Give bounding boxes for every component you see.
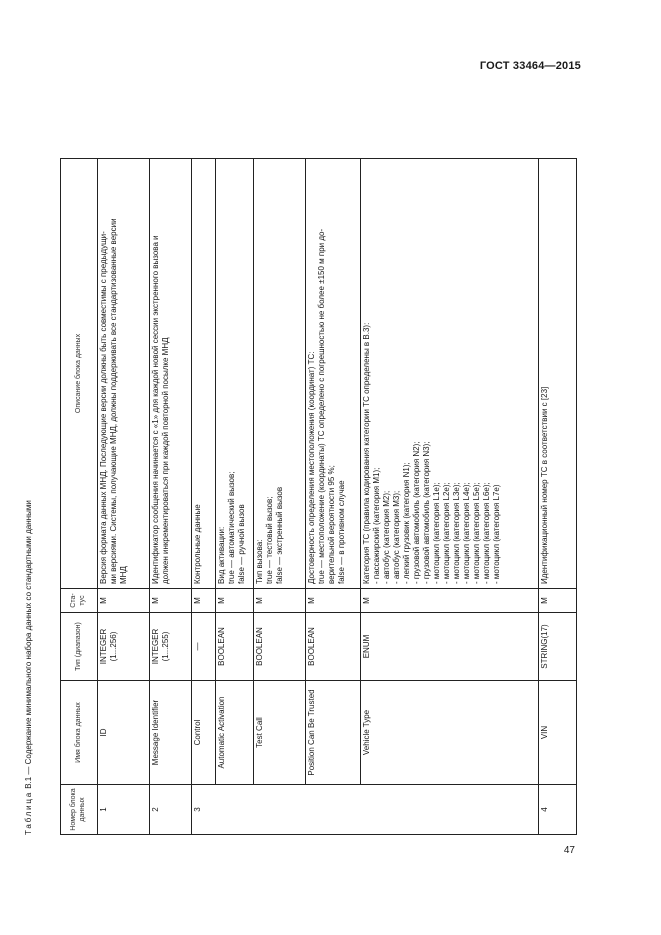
row-status: M (361, 589, 539, 613)
desc-line: ми версиями. Системы, получающие МНД, должны поддерживать все стандартизованные версии (109, 218, 118, 584)
desc-line: Достоверность определения местоположения (координат) ТС: (307, 351, 316, 584)
desc-line: Категория ТС (правила кодирования категории ТС определены в В.3): (362, 322, 371, 584)
row-type (306, 613, 361, 681)
desc-line: Контрольные данные (193, 504, 202, 584)
document-standard-number: ГОСТ 33464—2015 (479, 60, 581, 72)
type-line: ENUM (362, 634, 371, 659)
row-status: M (539, 589, 577, 613)
row-name: Message Identifier (150, 681, 192, 785)
table-row (192, 159, 216, 835)
row-type (150, 613, 192, 681)
row-type (254, 613, 306, 681)
desc-line: false — экстренный вызов (275, 486, 284, 584)
desc-line: true — местоположение (координаты) ТС определено с погрешностью не более ±150 м при до- (317, 228, 326, 584)
row-description (254, 159, 306, 589)
row-description (150, 159, 192, 589)
type-dash: — (193, 642, 202, 651)
header-description: Описание блока данных (61, 159, 98, 589)
row-status: M (150, 589, 192, 613)
table-row (150, 159, 192, 835)
row-number-empty (306, 785, 361, 835)
row-type (539, 613, 577, 681)
desc-line: - грузовой автомобиль (категория N2); (412, 441, 421, 584)
row-description (98, 159, 150, 589)
table-title-text: В.1 — Содержание минимального набора данных со стандартными данными (24, 500, 33, 789)
desc-line: - мотоцикл (категория L7e) (492, 484, 501, 584)
rotated-table-container (24, 75, 584, 835)
data-blocks-table (60, 158, 577, 835)
type-line: BOOLEAN (307, 627, 316, 666)
desc-line: должен инкрементироваться при каждой повторной посылке МНД (161, 337, 170, 584)
header-number: Номер блока данных (61, 785, 98, 835)
row-number-empty (216, 785, 254, 835)
desc-line: - мотоцикл (категория L5e); (472, 482, 481, 584)
type-line: INTEGER (151, 628, 160, 665)
row-name: Vehicle Type (361, 681, 539, 785)
row-description (216, 159, 254, 589)
type-line: BOOLEAN (217, 627, 226, 666)
row-number: 4 (539, 785, 577, 835)
row-status: M (216, 589, 254, 613)
table-title-label: Таблица (24, 791, 33, 835)
desc-line: Вид активации: (217, 526, 226, 584)
desc-line: - грузовой автомобиль (категория N3); (422, 441, 431, 584)
type-line: STRING(17) (540, 624, 549, 669)
desc-line: - мотоцикл (категория L6e); (482, 482, 491, 584)
row-number: 3 (192, 785, 216, 835)
desc-line: true — тестовый вызов; (265, 496, 274, 584)
table-header-row (61, 159, 98, 835)
desc-line: - мотоцикл (категория L2e); (442, 482, 451, 584)
type-line: BOOLEAN (255, 627, 264, 666)
row-name: Control (192, 681, 216, 785)
type-line: (1...256) (109, 631, 118, 662)
row-name: VIN (539, 681, 577, 785)
row-number: 2 (150, 785, 192, 835)
row-status: M (254, 589, 306, 613)
row-name: Position Can Be Trusted (306, 681, 361, 785)
row-description (361, 159, 539, 589)
desc-line: Версия формата данных МНД. Последующие версии должны быть совместимы с предыдущи- (99, 231, 108, 584)
table-title (24, 500, 33, 835)
row-number: 1 (98, 785, 150, 835)
table-row (361, 159, 539, 835)
row-status: M (98, 589, 150, 613)
table-row (539, 159, 577, 835)
row-type (361, 613, 539, 681)
header-status: Ста- тус (61, 589, 98, 613)
header-type: Тип (диапазон) (61, 613, 98, 681)
desc-line: верительной вероятности 95 %; (327, 465, 336, 584)
desc-line: - автобус (категория M3); (392, 490, 401, 584)
desc-line: false — ручной вызов (237, 504, 246, 584)
table-row (216, 159, 254, 835)
row-description (192, 159, 216, 589)
desc-line: - пассажирский (категория M1); (372, 467, 381, 584)
desc-line: true — автоматический вызов; (227, 471, 236, 584)
row-status: M (192, 589, 216, 613)
table-row (98, 159, 150, 835)
row-status: M (306, 589, 361, 613)
row-number-empty (361, 785, 539, 835)
desc-line: - автобус (категория M2); (382, 490, 391, 584)
row-description (539, 159, 577, 589)
header-name: Имя блока данных (61, 681, 98, 785)
desc-line: - легкий грузовик (категория N1); (402, 462, 411, 584)
row-name: Test Call (254, 681, 306, 785)
desc-line: Идентификационный номер ТС в соответствии с [23] (540, 386, 549, 584)
type-line: (1...255) (161, 631, 170, 662)
row-type (192, 613, 216, 681)
row-name: ID (98, 681, 150, 785)
row-description (306, 159, 361, 589)
desc-line: МНД (119, 566, 128, 584)
desc-line: Тип вызова: (255, 539, 264, 584)
table-row (306, 159, 361, 835)
page-number: 47 (563, 845, 575, 856)
desc-line: - мотоцикл (категория L4e); (462, 482, 471, 584)
row-name: Automatic Activation (216, 681, 254, 785)
desc-line: - мотоцикл (категория L3e); (452, 482, 461, 584)
row-type (98, 613, 150, 681)
type-line: INTEGER (99, 628, 108, 665)
desc-line: Идентификатор сообщения начинается с «1» для каждой новой сессии экстренного вызова и (151, 235, 160, 584)
table-row (254, 159, 306, 835)
row-number-empty (254, 785, 306, 835)
desc-line: false — в противном случае (337, 480, 346, 584)
row-type (216, 613, 254, 681)
desc-line: - мотоцикл (категория L1e); (432, 482, 441, 584)
